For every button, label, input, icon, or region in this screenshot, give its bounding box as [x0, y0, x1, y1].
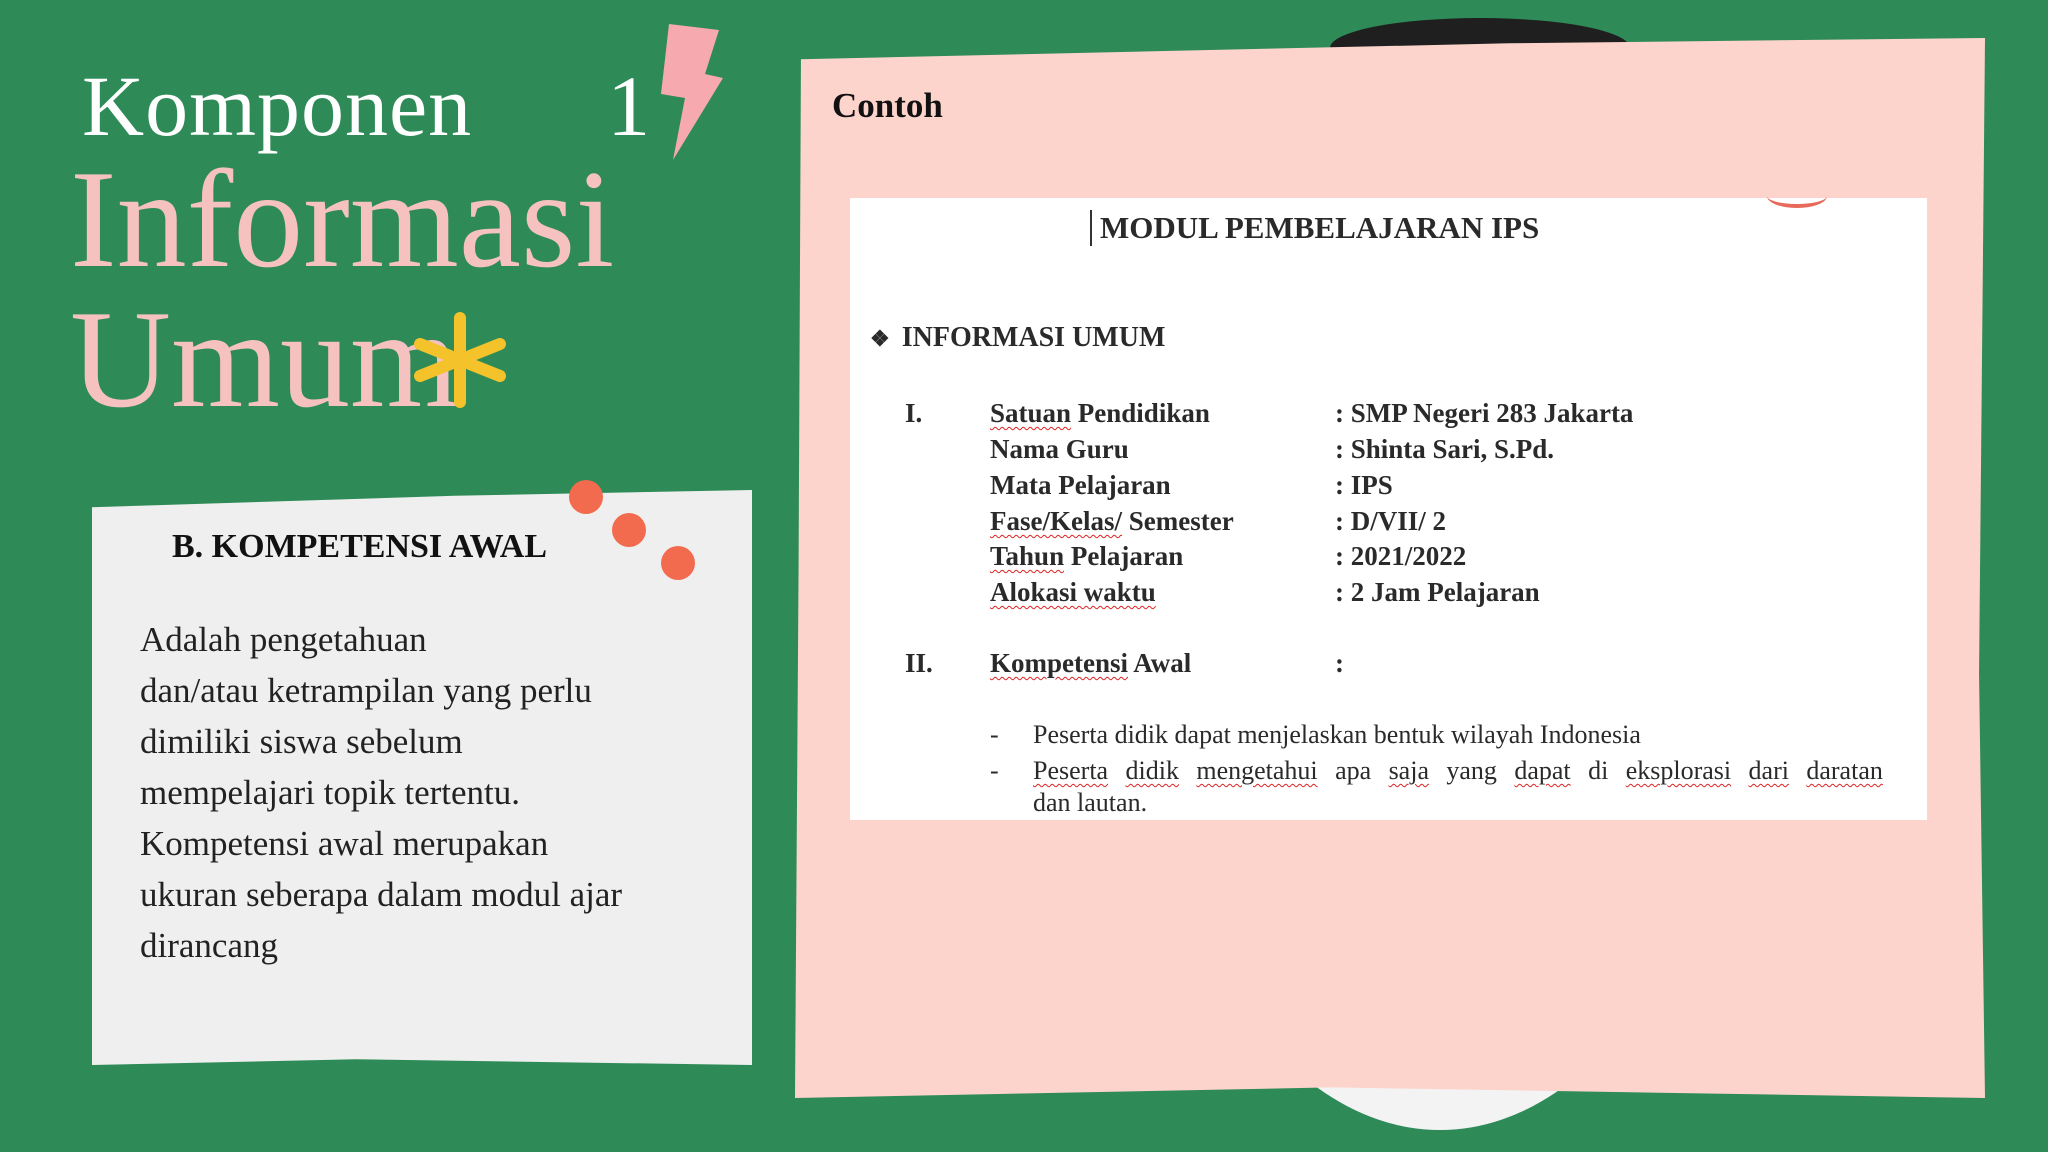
- part-numeral: II.: [905, 648, 933, 678]
- field-label: Fase/Kelas/ Semester: [990, 506, 1234, 536]
- field-label: Mata Pelajaran: [990, 470, 1171, 500]
- example-label: Contoh: [832, 86, 943, 125]
- asterisk-icon: [410, 310, 510, 410]
- field-label: Tahun Pelajaran: [990, 541, 1184, 571]
- list-item-continued: dan lautan.: [1033, 788, 1148, 817]
- field-value: : 2 Jam Pelajaran: [1335, 577, 1540, 607]
- field-label: Satuan Pendidikan: [990, 398, 1210, 428]
- field-value: : IPS: [1335, 470, 1393, 500]
- field-value: : 2021/2022: [1335, 541, 1467, 571]
- list-item: Peserta didik dapat menjelaskan bentuk wilayah Indonesia: [1033, 720, 1641, 749]
- field-value: :: [1335, 648, 1344, 678]
- kompetensi-heading: B. KOMPETENSI AWAL: [172, 528, 548, 565]
- diamond-bullet-icon: ❖: [870, 326, 890, 351]
- document-title: MODUL PEMBELAJARAN IPS: [1090, 210, 1539, 246]
- field-label: Nama Guru: [990, 434, 1129, 464]
- description-line: mempelajari topik tertentu.: [140, 773, 521, 812]
- field-label: Kompetensi Awal: [990, 648, 1192, 678]
- part-numeral: I.: [905, 398, 923, 428]
- description-line: dirancang: [140, 926, 278, 965]
- title-informasi: Informasi: [70, 142, 615, 297]
- section-heading-text: INFORMASI UMUM: [901, 322, 1166, 353]
- module-document-image: [850, 198, 1927, 820]
- decorative-dot: [612, 513, 646, 547]
- lightning-bolt-icon: [655, 22, 725, 162]
- list-item: Peserta didik mengetahui apa saja yang dapat di eksplorasi dari daratan: [1033, 756, 1883, 785]
- decorative-dot: [569, 480, 603, 514]
- description-line: dimiliki siswa sebelum: [140, 722, 463, 761]
- title-umum: Umum: [70, 282, 459, 437]
- kompetensi-description: [140, 614, 680, 971]
- list-dash: -: [990, 720, 999, 749]
- description-line: ukuran seberapa dalam modul ajar: [140, 875, 623, 914]
- title-komponen: Komponen 1: [82, 58, 652, 154]
- description-line: Kompetensi awal merupakan: [140, 824, 549, 863]
- list-dash: -: [990, 756, 999, 785]
- section-heading: [870, 322, 1165, 354]
- description-line: dan/atau ketrampilan yang perlu: [140, 671, 592, 710]
- field-value: : SMP Negeri 283 Jakarta: [1335, 398, 1634, 428]
- decorative-dot: [661, 546, 695, 580]
- description-line: Adalah pengetahuan: [140, 620, 427, 659]
- stamp-mark: [1767, 184, 1827, 208]
- field-value: : D/VII/ 2: [1335, 506, 1447, 536]
- field-label: Alokasi waktu: [990, 577, 1156, 607]
- field-value: : Shinta Sari, S.Pd.: [1335, 434, 1555, 464]
